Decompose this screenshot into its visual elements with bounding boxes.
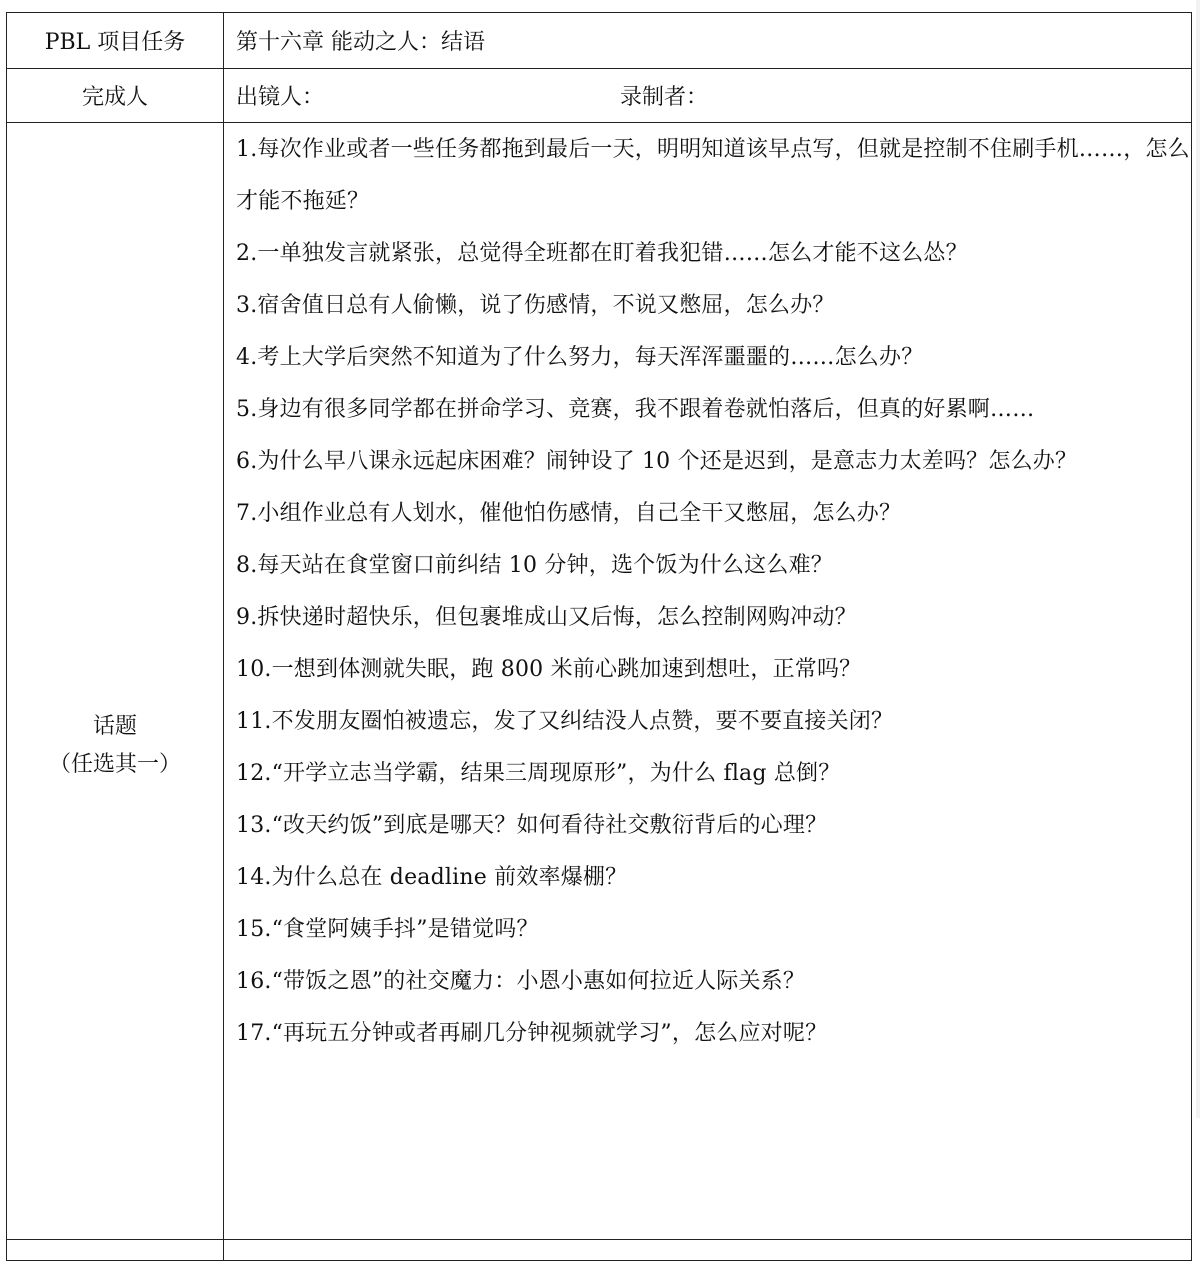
topic-item-17: 17.“再玩五分钟或者再刷几分钟视频就学习”，怎么应对呢？ [236, 1021, 828, 1046]
topic-item-15: 15.“食堂阿姨手抖”是错觉吗？ [236, 917, 539, 942]
topic-item-1: 1.每次作业或者一些任务都拖到最后一天，明明知道该早点写，但就是控制不住刷手机……，怎么才能不拖延？ [236, 137, 1190, 214]
page-edge-shadow [1196, 0, 1200, 1118]
topic-item-16: 16.“带饭之恩”的社交魔力：小恩小惠如何拉近人际关系？ [236, 969, 806, 994]
topic-item-2: 2.一单独发言就紧张，总觉得全班都在盯着我犯错……怎么才能不这么怂？ [236, 241, 968, 266]
completed-by-cell [224, 69, 1192, 123]
topic-item-7: 7.小组作业总有人划水，催他怕伤感情，自己全干又憋屈，怎么办？ [236, 501, 902, 526]
completed-by-fields [236, 69, 1191, 122]
row-pbl-task [7, 13, 1192, 69]
recorder-label: 录制者： [620, 85, 709, 110]
row-next-partial [7, 1240, 1192, 1261]
topic-item-14: 14.为什么总在 deadline 前效率爆棚？ [236, 865, 628, 890]
topic-item-10: 10.一想到体测就失眠，跑 800 米前心跳加速到想吐，正常吗？ [236, 657, 862, 682]
topics-label-title: 话题 [92, 714, 137, 739]
topics-label [7, 708, 223, 784]
document-table [6, 12, 1192, 1261]
topic-item-3: 3.宿舍值日总有人偷懒，说了伤感情，不说又憋屈，怎么办？ [236, 293, 835, 318]
topic-item-9: 9.拆快递时超快乐，但包裹堆成山又后悔，怎么控制网购冲动？ [236, 605, 857, 630]
topics-label-cell [7, 123, 224, 1240]
completed-by-label: 完成人 [7, 69, 224, 123]
on-camera-label: 出镜人： [236, 85, 325, 110]
topic-item-12: 12.“开学立志当学霸，结果三周现原形”，为什么 flag 总倒？ [236, 761, 841, 786]
pbl-task-label: PBL 项目任务 [7, 13, 224, 69]
next-row-content-cell [224, 1240, 1192, 1261]
topic-item-4: 4.考上大学后突然不知道为了什么努力，每天浑浑噩噩的……怎么办？ [236, 345, 924, 370]
pbl-task-value: 第十六章 能动之人：结语 [224, 13, 1192, 69]
topic-item-11: 11.不发朋友圈怕被遗忘，发了又纠结没人点赞，要不要直接关闭？ [236, 709, 894, 734]
row-completed-by [7, 69, 1192, 123]
topic-list [236, 123, 1191, 1060]
topic-item-13: 13.“改天约饭”到底是哪天？如何看待社交敷衍背后的心理？ [236, 813, 828, 838]
row-topics [7, 123, 1192, 1240]
topics-label-note: （任选其一） [48, 752, 181, 777]
topic-item-5: 5.身边有很多同学都在拼命学习、竞赛，我不跟着卷就怕落后，但真的好累啊…… [236, 397, 1035, 422]
topics-cell [224, 123, 1192, 1240]
topic-item-8: 8.每天站在食堂窗口前纠结 10 分钟，选个饭为什么这么难？ [236, 553, 833, 578]
next-row-label-cell [7, 1240, 224, 1261]
topic-item-6: 6.为什么早八课永远起床困难？闹钟设了 10 个还是迟到，是意志力太差吗？怎么办？ [236, 449, 1078, 474]
